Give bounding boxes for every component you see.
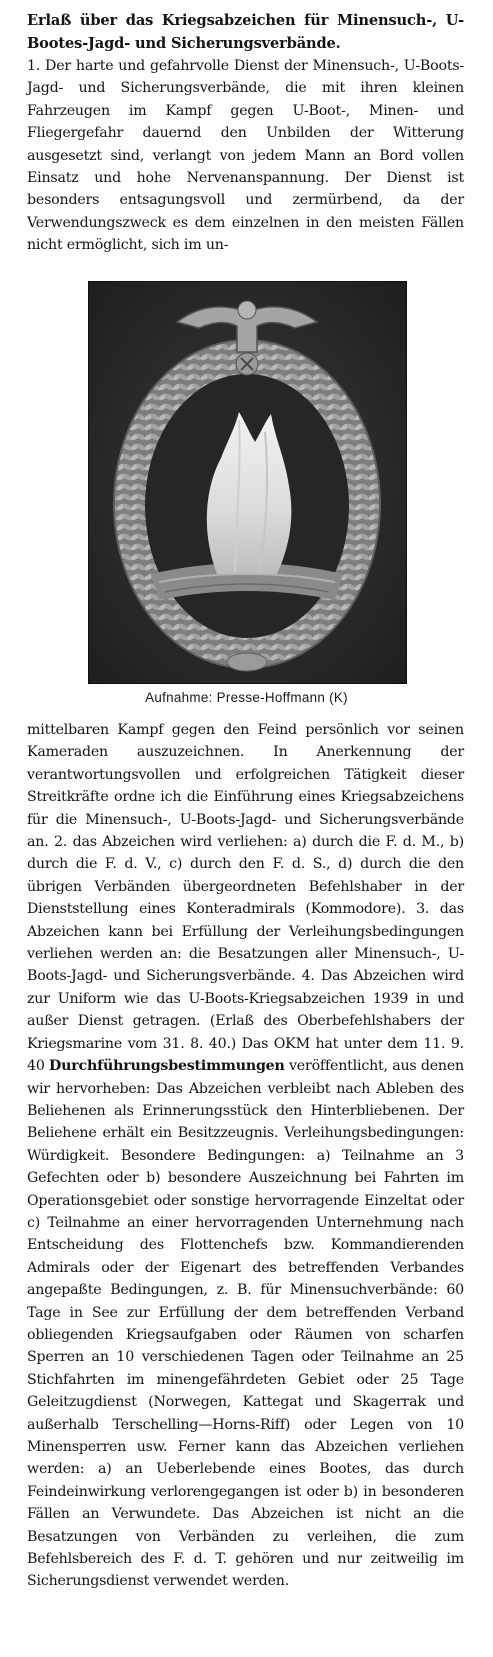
- article-top: [27, 10, 464, 257]
- body-text-before-bold: mittelbaren Kampf gegen den Feind persönlich vor seinen Kameraden auszuzeichnen. In Anerkennung der verantwortungsvollen und erfolgreichen Tätigkeit dieser Streitkräfte ordne ich die Einführung eines Kriegsabzeichens für die Minensuch-, U-Boots-Jagd- und Sicherungsverbände an. 2. das Abzeichen wird verliehen: a) durch die F. d. M., b) durch die F. d. V., c) durch den F. d. S., d) durch die den übrigen Verbänden übergeordneten Befehlshaber in der Dienststellung eines Konteradmirals (Kommodore). 3. das Abzeichen kann bei Erfüllung der Verleihungsbedingungen verliehen werden an: die Besatzungen aller Minensuch-, U-Boots-Jagd- und Sicherungsverbände. 4. Das Abzeichen wird zur Uniform wie das U-Boots-Kriegsabzeichen 1939 in und außer Dienst getragen. (Erlaß des Oberbefehlshabers der Kriegsmarine vom 31. 8. 40.) Das OKM hat unter dem 11. 9. 40: [27, 722, 464, 1075]
- photo-caption: Aufnahme: Presse-Hoffmann (K): [145, 690, 348, 705]
- badge-photo: [88, 281, 407, 684]
- article-body-paragraph: [27, 719, 464, 1593]
- article-intro-paragraph: 1. Der harte und gefahrvolle Dienst der Minensuch-, U-Boots-Jagd- und Sicherungsverbände, die mit ihren kleinen Fahrzeugen im Kampf gegen U-Boot-, Minen- und Fliegergefahr dauernd den Unbilden der Witterung ausgesetzt sind, verlangt von jedem Mann an Bord vollen Einsatz und hohe Nervenanspannung. Der Dienst ist besonders entsagungsvoll und zermürbend, da der Verwendungszweck es dem einzelnen in den meisten Fällen nicht ermöglicht, sich im un-: [27, 58, 464, 254]
- body-text-after-bold: veröffentlicht, aus denen wir hervorheben: Das Abzeichen verbleibt nach Ableben des Beliehenen als Erinnerungsstück den Hinterbliebenen. Der Beliehene erhält ein Besitzzeugnis. Verleihungsbedingungen: Würdigkeit. Besondere Bedingungen: a) Teilnahme an 3 Gefechten oder b) besondere Auszeichnung bei Fahrten im Operationsgebiet oder sonstige hervorragende Einzeltat oder c) Teilnahme an einer hervorragenden Unternehmung nach Entscheidung des Flottenchefs bzw. Kommandierenden Admirals oder der Eigenart des betreffenden Verbandes angepaßte Bedingungen, z. B. für Minensuchverbände: 60 Tage in See zur Erfüllung der dem betreffenden Verband obliegenden Kriegsaufgaben oder Räumen von scharfen Sperren an 10 verschiedenen Tagen oder Teilnahme an 25 Stichfahrten im minengefährdeten Gebiet oder 25 Tage Geleitzugdienst (Norwegen, Kattegat und Skagerrak und außerhalb Terschelling—Horns-Riff) oder Legen von 10 Minensperren usw. Ferner kann das Abzeichen verliehen werden: a) an Ueberlebende eines Bootes, das durch Feindeinwirkung verlorengegangen ist oder b) in besonderen Fällen an Verwundete. Das Abzeichen ist nicht an die Besatzungen von Verbänden zu verleihen, die zum Befehlsbereich des F. d. T. gehören und nur zeitweilig im Sicherungsdienst verwendet werden.: [27, 1058, 464, 1590]
- article-body: [27, 719, 464, 1593]
- badge-photo-image: [89, 282, 406, 683]
- bold-phrase: Durchführungsbestimmungen: [49, 1058, 285, 1075]
- article-title: Erlaß über das Kriegsabzeichen für Minensuch-, U-Bootes-Jagd- und Sicherungsverbände.: [27, 12, 464, 52]
